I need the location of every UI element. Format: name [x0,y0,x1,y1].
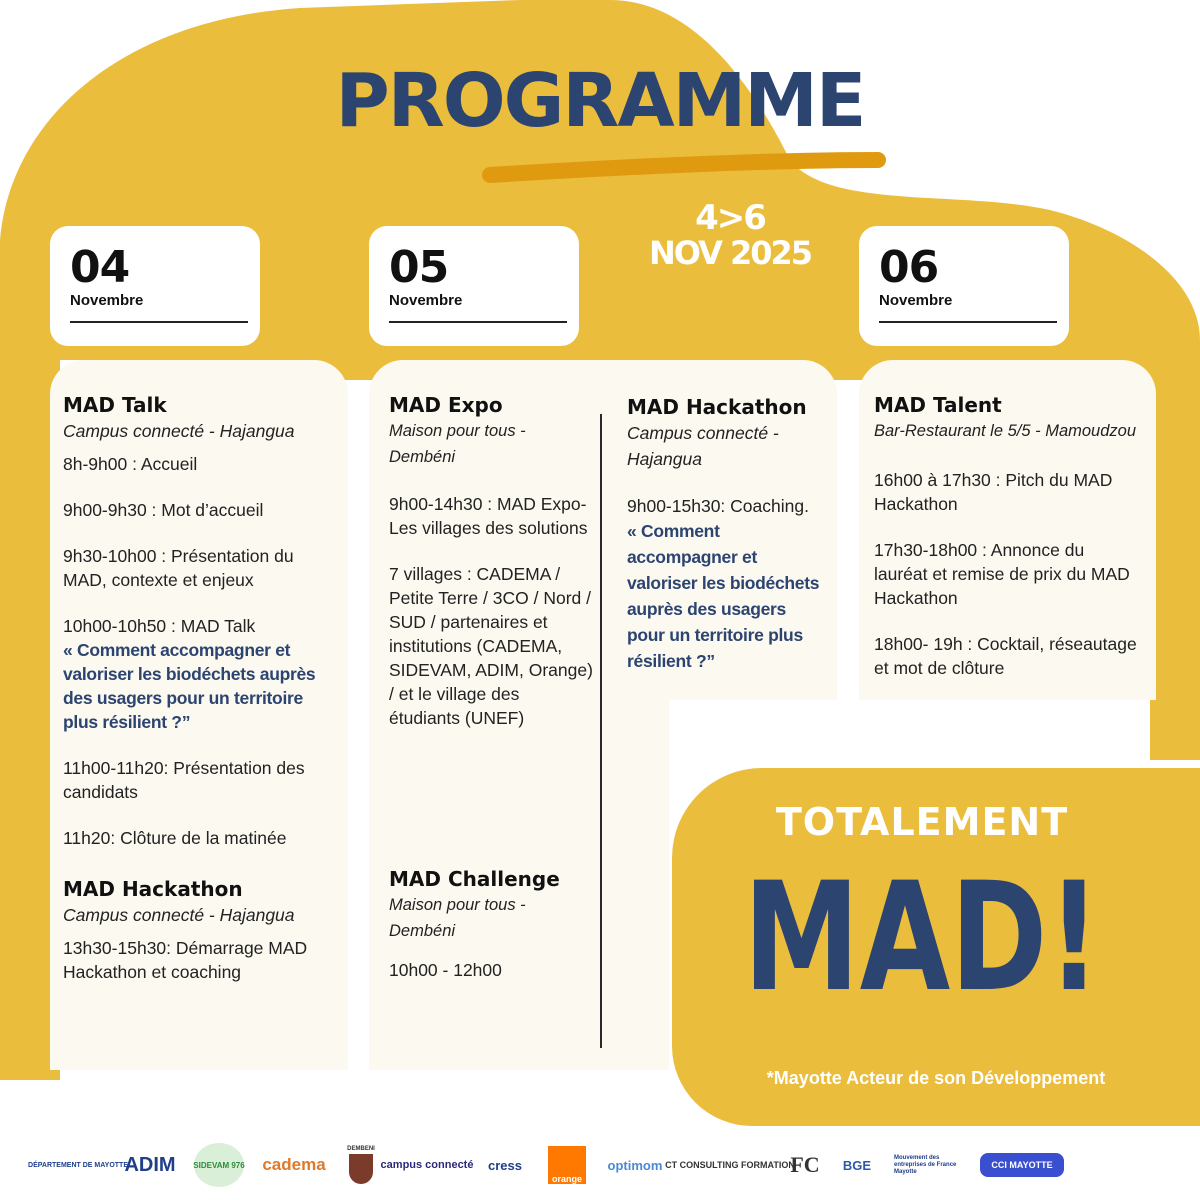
event-place: Campus connecté - Hajangua [63,905,295,925]
event-title: MAD Hackathon [63,877,243,901]
event-title: MAD Expo [389,393,503,417]
logo-orange [548,1146,586,1184]
day-month: Novembre [389,292,463,309]
schedule-item: 17h30-18h00 : Annonce du lauréat et remise de prix du MAD Hackathon [874,540,1130,608]
talk-question: « Comment accompagner et valoriser les biodéchets auprès des usagers pour un territoire plus résilient ?” [63,640,316,732]
logo-optimom [600,1145,670,1185]
schedule-item: 7 villages : CADEMA / Petite Terre / 3CO / Nord / SUD / partenaires et institutions (CADEMA, SIDEVAM, ADIM, Orange) / et le village des étudiants (UNEF) [389,564,593,728]
schedule-item: 16h00 à 17h30 : Pitch du MAD Hackathon [874,470,1113,514]
event-place: Campus connecté - Hajangua [627,423,779,469]
logo-text: cress [488,1157,522,1173]
schedule-item: 9h30-10h00 : Présentation du MAD, contexte et enjeux [63,546,294,590]
date-range-month: NOV 2025 [648,234,812,272]
event-mad-challenge [389,866,594,982]
mad-banner-note: *Mayotte Acteur de son Développement [766,1068,1106,1088]
logo-text: Mouvement des entreprises de France Mayotte [894,1154,957,1175]
logo-text: DÉPARTEMENT DE MAYOTTE [28,1161,128,1169]
schedule-item: 9h00-9h30 : Mot d’accueil [63,500,264,520]
logo-text: optimom [607,1157,663,1173]
logo-cress [476,1145,534,1185]
page-title: PROGRAMME [335,58,865,144]
schedule-item: 9h00-15h30: Coaching. [627,496,809,516]
event-mad-expo [389,392,594,730]
event-title: MAD Challenge [389,867,560,891]
schedule-item: 11h00-11h20: Présentation des candidats [63,758,305,802]
day-rule [879,321,1057,323]
mad-banner-big: MAD! [743,851,1101,1025]
event-mad-hackathon-05 [627,394,822,674]
logo-text: FC [790,1152,820,1177]
event-place: Campus connecté - Hajangua [63,421,295,441]
logo-adim [120,1145,180,1185]
logo-ct-consulting [665,1145,795,1185]
hackathon-question: « Comment accompagner et valoriser les biodéchets auprès des usagers pour un territoire plus résilient ?” [627,521,820,671]
logo-medef [894,1145,966,1185]
day-rule [70,321,248,323]
event-title: MAD Talent [874,393,1002,417]
logo-text: CCI MAYOTTE [991,1160,1053,1170]
logo-text: cadema [262,1155,326,1174]
day-card-06 [859,226,1069,346]
day-number: 04 [70,242,130,293]
logo-text: DEMBENI [347,1146,375,1152]
logo-text: SIDEVAM 976 [193,1160,245,1170]
event-title: MAD Hackathon [627,395,807,419]
date-range-days: 4>6 [695,198,765,238]
logo-text: campus connecté [380,1159,474,1171]
logo-text: ADIM [124,1153,176,1176]
logo-text: BGE [842,1157,872,1173]
logo-sidevam [194,1143,244,1187]
day-card-05 [369,226,579,346]
schedule-item: 13h30-15h30: Démarrage MAD Hackathon et coaching [63,938,308,982]
day-month: Novembre [879,292,953,309]
logo-cadema [258,1145,330,1185]
day-number: 06 [879,242,939,293]
schedule-item: 8h-9h00 : Accueil [63,454,198,474]
event-place: Bar-Restaurant le 5/5 - Mamoudzou [874,422,1136,440]
day-number: 05 [389,242,449,293]
column-divider [600,414,602,1048]
partner-logos [28,1135,1150,1195]
schedule-item: 9h00-14h30 : MAD Expo- Les villages des solutions [389,494,588,538]
day-month: Novembre [70,292,144,309]
logo-departement-mayotte [28,1145,128,1185]
schedule-day-04 [50,360,348,1070]
schedule-day-06 [859,360,1156,700]
event-place: Maison pour tous - Dembéni [389,896,526,940]
schedule-item: 11h20: Clôture de la matinée [63,828,287,848]
event-place: Maison pour tous - Dembéni [389,422,526,466]
schedule-item: 18h00- 19h : Cocktail, réseautage et mot de clôture [874,634,1137,678]
mad-banner-top: TOTALEMENT [775,800,1069,844]
logo-text: orange [551,1174,582,1184]
logo-fc [790,1145,820,1185]
event-title: MAD Talk [63,393,167,417]
day-rule [389,321,567,323]
shield-icon [349,1154,373,1184]
date-range [640,200,820,270]
schedule-item: 10h00-10h50 : MAD Talk [63,616,256,636]
logo-text: CT CONSULTING FORMATION [665,1160,795,1170]
logo-dembeni [344,1140,378,1190]
schedule-item: 10h00 - 12h00 [389,960,502,980]
day-card-04 [50,226,260,346]
logo-campus-connecte [380,1145,474,1185]
logo-bge [834,1145,880,1185]
logo-cci-mayotte [980,1153,1064,1177]
